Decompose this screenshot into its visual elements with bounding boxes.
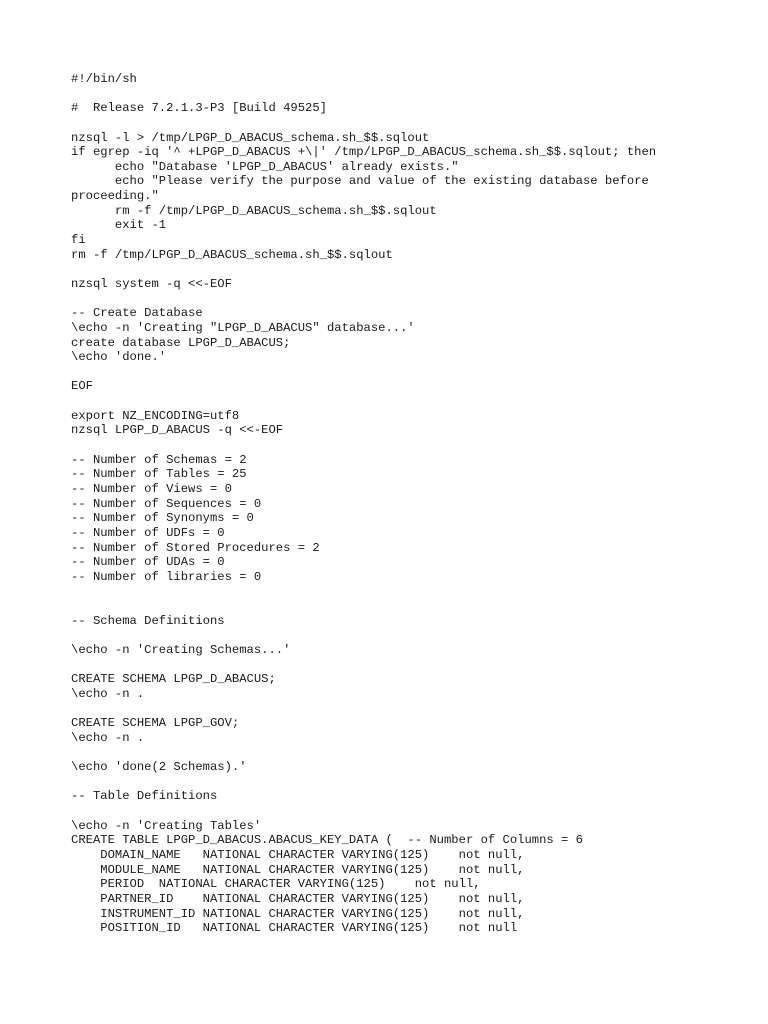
blank-line bbox=[71, 87, 751, 102]
code-line: -- Number of libraries = 0 bbox=[71, 569, 262, 584]
code-line: \echo -n 'Creating "LPGP_D_ABACUS" database...' bbox=[71, 320, 415, 335]
code-line: nzsql -l > /tmp/LPGP_D_ABACUS_schema.sh_$$.sqlout bbox=[71, 130, 430, 145]
code-line: CREATE SCHEMA LPGP_D_ABACUS; bbox=[71, 672, 276, 687]
blank-line bbox=[71, 804, 751, 819]
code-line: -- Number of Sequences = 0 bbox=[71, 496, 262, 511]
blank-line bbox=[71, 658, 751, 673]
script-listing bbox=[71, 72, 751, 936]
blank-line bbox=[71, 599, 751, 614]
code-line: -- Schema Definitions bbox=[71, 613, 225, 628]
code-line: nzsql system -q <<-EOF bbox=[71, 276, 232, 291]
code-line: # Release 7.2.1.3-P3 [Build 49525] bbox=[71, 101, 327, 116]
code-line: if egrep -iq '^ +LPGP_D_ABACUS +\|' /tmp/LPGP_D_ABACUS_schema.sh_$$.sqlout; then bbox=[71, 145, 657, 160]
code-line: DOMAIN_NAME NATIONAL CHARACTER VARYING(125) not null, bbox=[71, 847, 525, 862]
code-line: export NZ_ENCODING=utf8 bbox=[71, 408, 240, 423]
blank-line bbox=[71, 628, 751, 643]
code-line: POSITION_ID NATIONAL CHARACTER VARYING(125) not null bbox=[71, 921, 518, 936]
code-line: -- Number of Tables = 25 bbox=[71, 467, 247, 482]
code-line: #!/bin/sh bbox=[71, 72, 137, 86]
code-line: proceeding." bbox=[71, 189, 159, 204]
code-line: PARTNER_ID NATIONAL CHARACTER VARYING(125) not null, bbox=[71, 891, 525, 906]
code-line: -- Table Definitions bbox=[71, 789, 218, 804]
blank-line bbox=[71, 116, 751, 131]
code-line: \echo 'done.' bbox=[71, 350, 167, 365]
blank-line bbox=[71, 745, 751, 760]
code-line: -- Number of UDAs = 0 bbox=[71, 555, 225, 570]
code-line: \echo -n . bbox=[71, 686, 145, 701]
blank-line bbox=[71, 775, 751, 790]
code-line: \echo 'done(2 Schemas).' bbox=[71, 760, 247, 775]
code-line: PERIOD NATIONAL CHARACTER VARYING(125) not null, bbox=[71, 877, 481, 892]
blank-line bbox=[71, 702, 751, 717]
code-line: -- Number of Views = 0 bbox=[71, 481, 232, 496]
code-line: exit -1 bbox=[71, 218, 167, 233]
code-line: -- Number of UDFs = 0 bbox=[71, 525, 225, 540]
code-line: \echo -n 'Creating Tables' bbox=[71, 818, 262, 833]
code-line: rm -f /tmp/LPGP_D_ABACUS_schema.sh_$$.sqlout bbox=[71, 203, 437, 218]
code-line: -- Create Database bbox=[71, 306, 203, 321]
code-line: nzsql LPGP_D_ABACUS -q <<-EOF bbox=[71, 423, 284, 438]
code-line: rm -f /tmp/LPGP_D_ABACUS_schema.sh_$$.sqlout bbox=[71, 247, 393, 262]
code-line: echo "Database 'LPGP_D_ABACUS' already exists." bbox=[71, 159, 459, 174]
code-line: CREATE TABLE LPGP_D_ABACUS.ABACUS_KEY_DATA ( -- Number of Columns = 6 bbox=[71, 833, 583, 848]
code-line: echo "Please verify the purpose and value of the existing database before bbox=[71, 174, 649, 189]
code-line: fi bbox=[71, 233, 86, 248]
blank-line bbox=[71, 394, 751, 409]
blank-line bbox=[71, 262, 751, 277]
code-line: -- Number of Stored Procedures = 2 bbox=[71, 540, 320, 555]
blank-line bbox=[71, 365, 751, 380]
blank-line bbox=[71, 438, 751, 453]
blank-line bbox=[71, 584, 751, 599]
code-line: -- Number of Synonyms = 0 bbox=[71, 511, 254, 526]
code-line: create database LPGP_D_ABACUS; bbox=[71, 335, 291, 350]
code-line: INSTRUMENT_ID NATIONAL CHARACTER VARYING(125) not null, bbox=[71, 906, 525, 921]
blank-line bbox=[71, 292, 751, 307]
code-line: \echo -n 'Creating Schemas...' bbox=[71, 642, 291, 657]
code-line: CREATE SCHEMA LPGP_GOV; bbox=[71, 716, 240, 731]
code-line: MODULE_NAME NATIONAL CHARACTER VARYING(125) not null, bbox=[71, 862, 525, 877]
code-line: \echo -n . bbox=[71, 730, 145, 745]
code-line: EOF bbox=[71, 379, 93, 394]
code-line: -- Number of Schemas = 2 bbox=[71, 452, 247, 467]
